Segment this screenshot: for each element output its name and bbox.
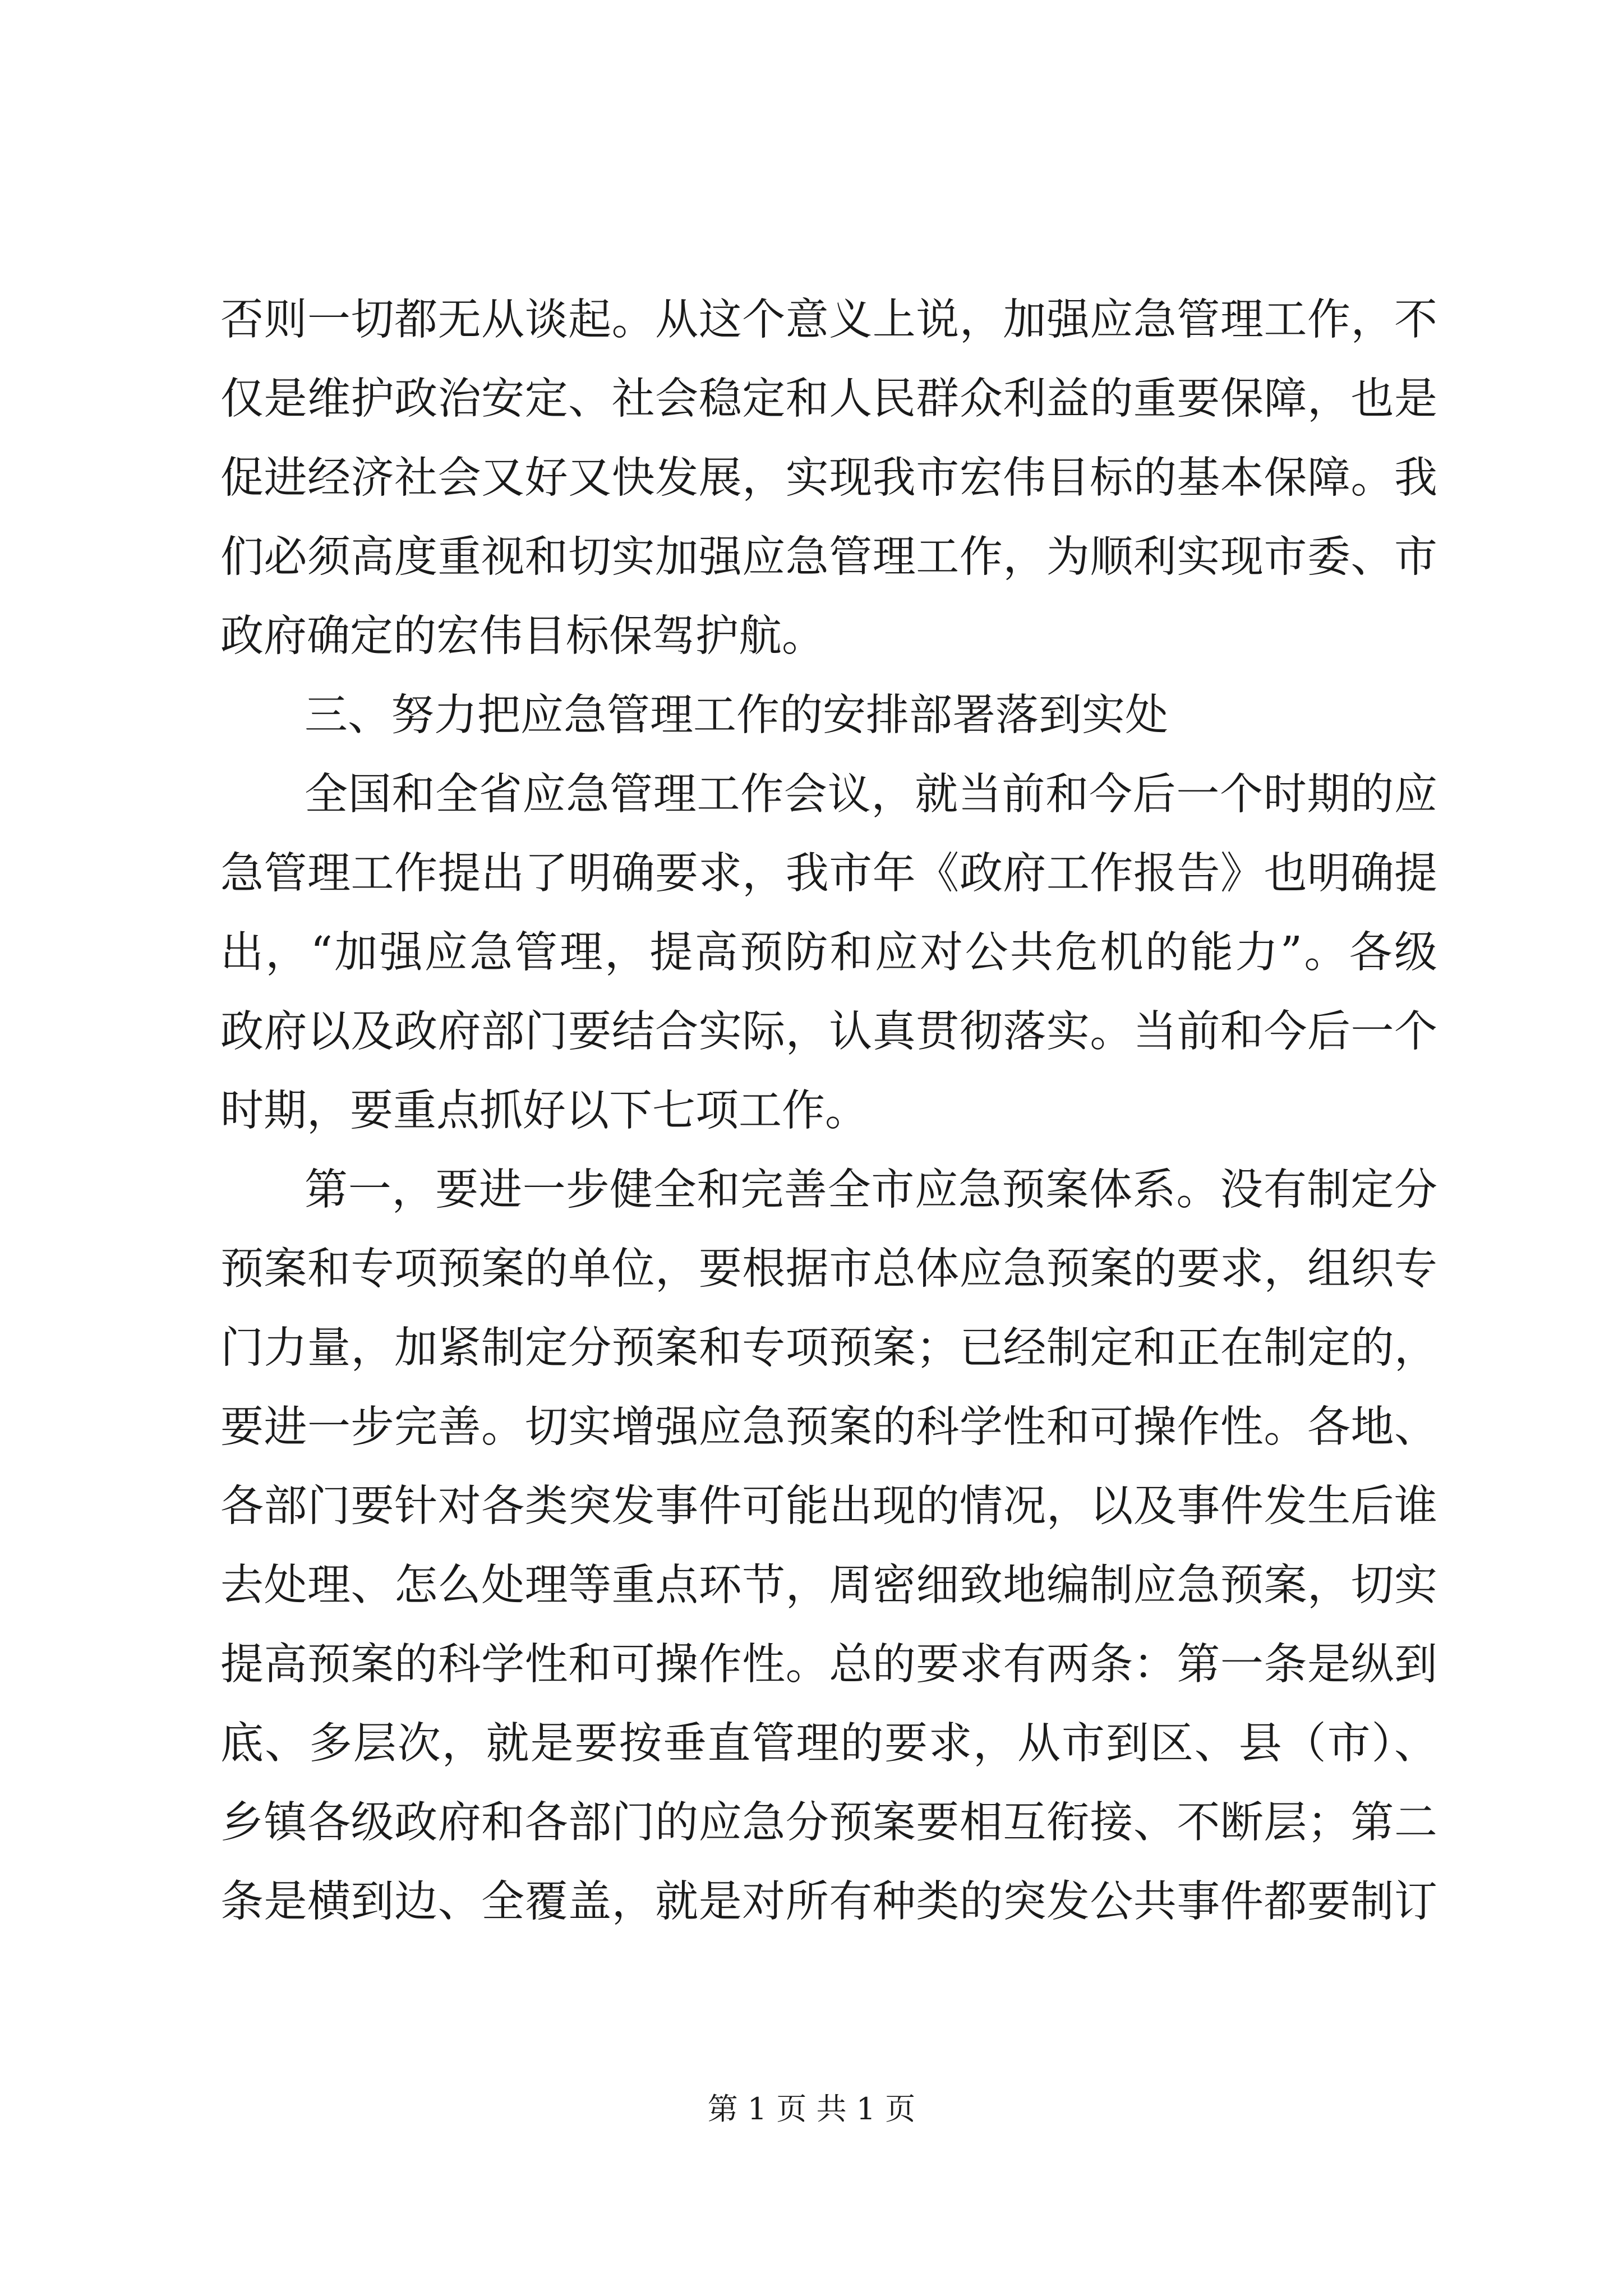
page-number-label: 第 1 页 共 1 页	[707, 2091, 916, 2127]
text-line: 去处理、怎么处理等重点环节，周密细致地编制应急预案，切实	[220, 1561, 1437, 1611]
text-line: 要进一步完善。切实增强应急预案的科学性和可操作性。各地、	[220, 1402, 1437, 1452]
text-line: 底、多层次，就是要按垂直管理的要求，从市到区、县（市）、	[220, 1719, 1437, 1769]
page-footer	[0, 2087, 1623, 2132]
text-line: 仅是维护政治安定、社会稳定和人民群众利益的重要保障，也是	[220, 374, 1437, 424]
text-line: 们必须高度重视和切实加强应急管理工作，为顺利实现市委、市	[220, 532, 1437, 582]
text-line: 政府以及政府部门要结合实际，认真贯彻落实。当前和今后一个	[220, 1007, 1437, 1057]
text-line: 出，“加强应急管理，提高预防和应对公共危机的能力”。各级	[220, 928, 1437, 978]
section-heading: 三、努力把应急管理工作的安排部署落到实处	[305, 691, 1168, 740]
text-line: 各部门要针对各类突发事件可能出现的情况，以及事件发生后谁	[220, 1481, 1437, 1531]
text-line: 第一，要进一步健全和完善全市应急预案体系。没有制定分	[305, 1165, 1437, 1215]
text-line: 全国和全省应急管理工作会议，就当前和今后一个时期的应	[305, 770, 1437, 820]
text-line: 乡镇各级政府和各部门的应急分预案要相互衔接、不断层；第二	[220, 1798, 1437, 1848]
text-line: 门力量，加紧制定分预案和专项预案；已经制定和正在制定的，	[220, 1323, 1437, 1373]
text-line: 提高预案的科学性和可操作性。总的要求有两条：第一条是纵到	[220, 1640, 1437, 1690]
text-line: 条是横到边、全覆盖，就是对所有种类的突发公共事件都要制订	[220, 1877, 1437, 1927]
text-line: 时期，要重点抓好以下七项工作。	[220, 1086, 868, 1136]
document-body	[220, 280, 1437, 1941]
text-line: 急管理工作提出了明确要求，我市年《政府工作报告》也明确提	[220, 849, 1437, 899]
text-line: 预案和专项预案的单位，要根据市总体应急预案的要求，组织专	[220, 1244, 1437, 1294]
text-line: 促进经济社会又好又快发展，实现我市宏伟目标的基本保障。我	[220, 453, 1437, 503]
text-line: 否则一切都无从谈起。从这个意义上说，加强应急管理工作，不	[220, 295, 1437, 345]
text-line: 政府确定的宏伟目标保驾护航。	[220, 611, 825, 661]
